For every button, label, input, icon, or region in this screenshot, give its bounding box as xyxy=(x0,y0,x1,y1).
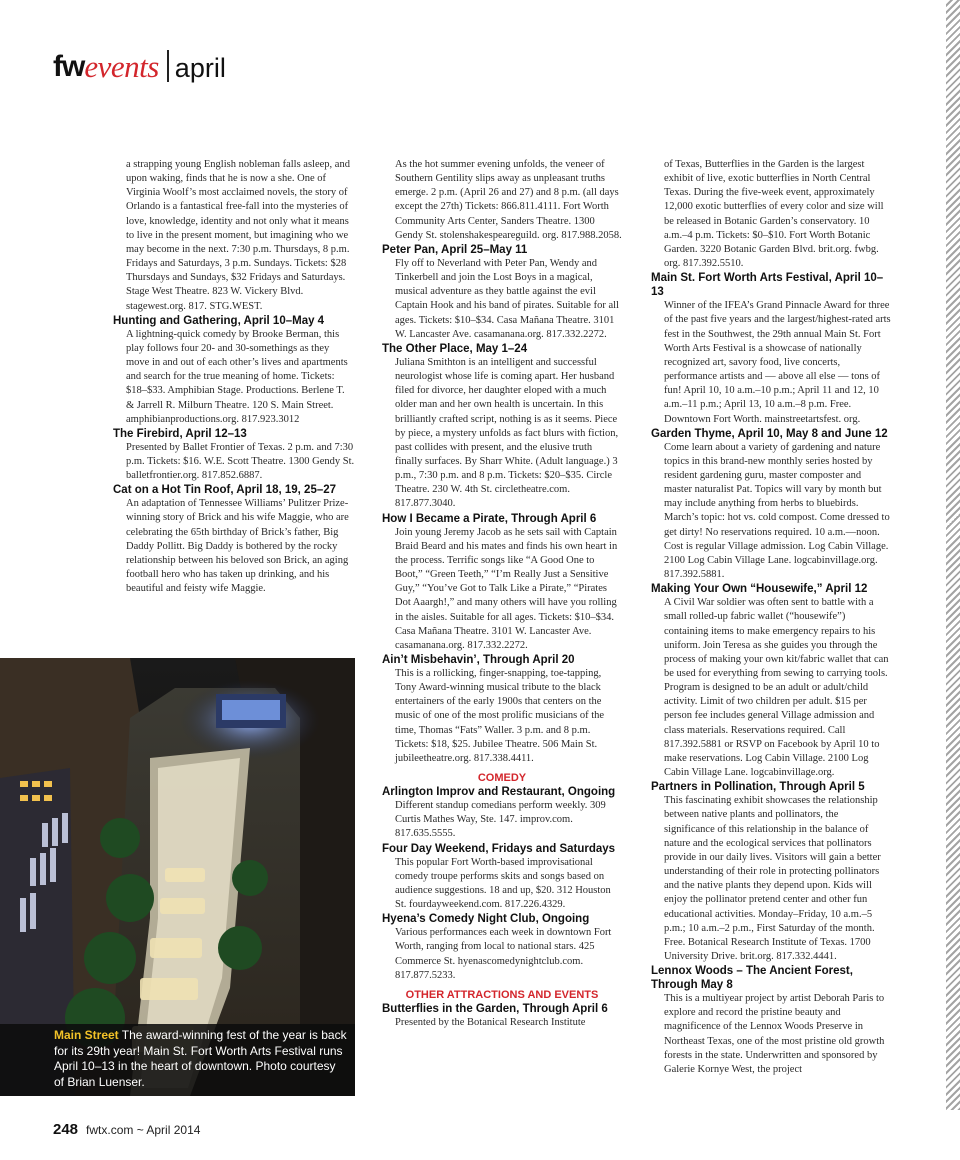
page-footer xyxy=(53,1121,200,1138)
event-title: Ain’t Misbehavin’, Through April 20 xyxy=(382,654,575,666)
event-entry xyxy=(651,780,891,964)
event-title: Making Your Own “Housewife,” April 12 xyxy=(651,583,868,596)
event-description: Different standup comedians perform weekly. 309 Curtis Mathes Way, Ste. 147. improv.com. 817.635.5555. xyxy=(395,800,606,840)
event-description: This is a multiyear project by artist Deborah Paris to explore and record the pristine beauty and magnificence of the Lennox Woods Preserve in Northeast Texas, one of the most pristine old growth forests in the state. Underwritten and sponsored by Galerie Kornye West, the project xyxy=(664,993,885,1075)
event-entry xyxy=(651,271,891,426)
event-entry xyxy=(651,964,891,1077)
event-title: Main St. Fort Worth Arts Festival, April 10–13 xyxy=(651,272,884,299)
section-heading: COMEDY xyxy=(477,772,527,785)
section-heading: OTHER ATTRACTIONS AND EVENTS xyxy=(405,988,599,1001)
event-description: A Civil War soldier was often sent to battle with a small rolled-up fabric wallet (“housewife”) containing items to make emergency repairs to his uniform. Join Teresa as she guides you through the process of making your own kit/fabric wallet that can be used for everything from sewing to carrying tools. Program is designed to be an adult or adult/child activity. Limit of two children per adult. $15 per person fee includes general Village admission and class materials. Reservations required. Call 817.392.5881 or RSVP on Facebook by April 10 to make reservations. Log Cabin Village. 2100 Log Cabin Village Lane. logcabinvillage.org. xyxy=(664,597,889,779)
header-month: april xyxy=(174,53,226,83)
event-entry xyxy=(382,912,622,983)
column-1 xyxy=(113,158,355,596)
event-description: of Texas, Butterflies in the Garden is the largest exhibit of live, exotic butterflies in North Central Texas. During the five-week event, approximately 12,000 exotic butterflies of every color and size will be released in Botanic Garden’s conservatory. 10 a.m.–4 p.m. Tickets: $0–$10. Fort Worth Botanic Garden. 3220 Botanic Garden Blvd. brit.org. fwbg. org. 817.392.5510. xyxy=(664,159,884,270)
event-entry xyxy=(382,512,622,653)
event-title: Cat on a Hot Tin Roof, April 18, 19, 25–27 xyxy=(113,484,337,497)
event-entry xyxy=(113,483,355,596)
page-number: 248 xyxy=(53,1121,79,1138)
event-description: Join young Jeremy Jacob as he sets sail with Captain Braid Beard and his mates and finds his own heart in the process. Terrific songs like “A Good One to Boot,” “Green Teeth,” “I’m Really Just a Sensitive Guy,” “You’ve Got to Talk Like a Pirate,” “Pirates Dot Aaargh!,” and many others will have you rolling in the aisles. Suitable for all ages. Tickets: $10–$34. Casa Mañana Theatre. 3101 W. Lancaster Ave. casamanana.org. 817.332.2272. xyxy=(395,526,618,651)
event-title: Hyena’s Comedy Night Club, Ongoing xyxy=(382,913,590,926)
event-description: Presented by the Botanical Research Institute xyxy=(395,1016,586,1028)
caption-text: The award-winning fest of the year is back for its 29th year! Main St. Fort Worth Arts Festival runs April 10–13 in the heart of downtown. Photo courtesy of Brian Luenser. xyxy=(54,1028,347,1089)
event-title: The Other Place, May 1–24 xyxy=(382,342,528,355)
column-2 xyxy=(382,158,622,1030)
publication-line: fwtx.com ~ April 2014 xyxy=(86,1123,201,1137)
event-description: A lightning-quick comedy by Brooke Berman, this play follows four 20- and 30-somethings as they move in and out of each other’s lives and apartments and search for the true meaning of home. Tickets: $18–$33. Amphibian Stage. Productions. Berlene T. & Jarrell R. Milburn Theatre. 120 S. Main Street. amphibianproductions.org. 817.923.3012 xyxy=(126,328,348,425)
event-description: This fascinating exhibit showcases the relationship between native plants and pollinators, the significance of this relationship in the balance of nature and the ecological services that pollinators provide in our daily lives. Visitors will gain a better understanding of their role in protecting pollinators and the native plants they depend upon. Kids will enjoy the pollinator pretend center and other fun educational activities. Monday–Friday, 10 a.m.–5 p.m.; 10 a.m.–2 p.m., First Saturday of the month. Free. Botanical Research Institute of Texas. 1700 University Drive. brit.org. 817.332.4441. xyxy=(664,795,881,962)
event-title: Partners in Pollination, Through April 5 xyxy=(651,781,865,794)
photo-caption xyxy=(0,1024,355,1096)
event-entry xyxy=(382,785,622,841)
event-title: Hunting and Gathering, April 10–May 4 xyxy=(113,314,325,327)
event-entry xyxy=(651,427,891,583)
event-entry xyxy=(382,842,622,913)
event-title: The Firebird, April 12–13 xyxy=(113,427,247,440)
event-entry xyxy=(382,653,622,766)
event-description: a strapping young English nobleman falls asleep, and upon waking, finds that he is now a she. One of Virginia Woolf’s most acclaimed novels, the story of Orlando is a fantastical free-fall into the mysteries of love, knowledge, identity and not only what it means to live in the present moment, but imagining who we may become in the next. 7:30 p.m. Thursdays, 8 p.m. Fridays and Saturdays, 3 p.m. Sundays. Tickets: $28 Thursdays and Sundays, $32 Fridays and Saturdays. Stage West Theatre. 823 W. Vickery Blvd. stagewest.org. 817. STG.WEST. xyxy=(126,159,350,312)
event-description: An adaptation of Tennessee Williams’ Pulitzer Prize-winning story of Brick and his wife Maggie, who are celebrating the 65th birthday of Brick’s father, Big Daddy Pollitt. Big Daddy is bothered by the rocky relationship between his beloved son Brick, an aging football hero who has taken up drinking, and his beautiful and feisty wife Maggie. xyxy=(126,498,349,595)
event-title: Peter Pan, April 25–May 11 xyxy=(382,243,528,256)
brand-fw: fw xyxy=(53,50,85,83)
column-3 xyxy=(651,158,891,1077)
event-entry xyxy=(382,158,622,243)
event-description: Presented by Ballet Frontier of Texas. 2 p.m. and 7:30 p.m. Tickets: $16. W.E. Scott Theatre. 1300 Gendy St. balletfrontier.org. 817.852.6887. xyxy=(126,441,355,482)
brand-events: events xyxy=(84,49,159,84)
event-entry xyxy=(651,158,891,271)
event-title: Arlington Improv and Restaurant, Ongoing xyxy=(382,786,616,799)
event-description: Juliana Smithton is an intelligent and successful neurologist whose life is coming apart. Her husband filed for divorce, her daughter eloped with a much older man and her own health is uncertain. In this brilliantly crafted script, nothing is as it seems. Piece by piece, a mystery unfolds as fact blurs with fiction, past collides with present, and the elusive truth finally surfaces. By Sharr White. (Adult language.) 3 p.m., 7:30 p.m. and 8 p.m. Tickets: $20–$35. Circle Theatre. 230 W. 4th St. circletheatre.com. 817.877.3040. xyxy=(395,356,619,510)
event-title: How I Became a Pirate, Through April 6 xyxy=(382,512,597,525)
event-entry xyxy=(113,427,355,483)
event-description: As the hot summer evening unfolds, the veneer of Southern Gentility slips away as unpleasant truths emerge. 2 p.m. (April 26 and 27) and 8 p.m. (all days except the 27th) Tickets: 866.811.4111. Fort Worth Community Arts Center, Sanders Theatre. 1300 Gendy St. stolenshakespeareguild. org. 817.988.2058. xyxy=(395,159,622,241)
header-divider xyxy=(167,50,169,82)
event-description: Fly off to Neverland with Peter Pan, Wendy and Tinkerbell and join the Lost Boys in a magical, musical adventure as they battle against the evil Captain Hook and his band of pirates. Suitable for all ages. Tickets: $10–$34. Casa Mañana Theatre. 3101 W. Lancaster Ave. casamanana.org. 817.332.2272. xyxy=(395,257,619,340)
event-entry xyxy=(382,342,622,512)
section-header xyxy=(53,42,226,82)
event-entry xyxy=(113,158,355,314)
event-entry xyxy=(382,1002,622,1030)
event-title: Butterflies in the Garden, Through April 6 xyxy=(382,1002,608,1015)
event-title: Lennox Woods – The Ancient Forest, Through May 8 xyxy=(651,965,853,992)
event-entry xyxy=(382,243,622,342)
event-description: Winner of the IFEA’s Grand Pinnacle Award for three of the past five years and the largest/highest-rated arts fest in the Southwest, the 29th annual Main St. Fort Worth Arts Festival is a showcase of nationally recognized art, savory food, live concerts, performance artists and — above all else — tons of fun! April 10, 10 a.m.–10 p.m.; April 11 and 12, 10 a.m.–11 p.m.; April 13, 10 a.m.–8 p.m. Free. Downtown Fort Worth. mainstreetartsfest. org. xyxy=(664,300,891,425)
event-title: Garden Thyme, April 10, May 8 and June 12 xyxy=(651,427,888,440)
event-description: Various performances each week in downtown Fort Worth, ranging from local to national stars. 425 Commerce St. hyenascomedynightclub.com. 817.877.5233. xyxy=(395,927,612,981)
event-entry xyxy=(651,582,891,780)
event-entry xyxy=(113,314,355,427)
caption-title: Main Street xyxy=(54,1028,119,1042)
event-description: Come learn about a variety of gardening and nature topics in this brand-new monthly series hosted by resident gardening guru, master composter and master naturalist Pat. Topics will vary by month but may include anything from herbs to bluebirds. March’s topic: hot vs. cold compost. Come dressed to get dirty! No reservations required. 10 a.m.—noon. Cost is regular Village admission. Log Cabin Village. 2100 Log Cabin Village Lane. logcabinvillage.org. 817.392.5881. xyxy=(664,441,890,581)
event-title: Four Day Weekend, Fridays and Saturdays xyxy=(382,842,616,855)
event-description: This is a rollicking, finger-snapping, toe-tapping, Tony Award-winning musical tribute to the black entertainers of the early 1900s that centers on the music of one of the most prolific musicians of the time, Thomas “Fats” Waller. 3 p.m. and 8 p.m. Tickets: $18, $25. Jubilee Theatre. 506 Main St. jubileetheatre.org. 817.338.4411. xyxy=(395,668,605,764)
event-description: This popular Fort Worth-based improvisational comedy troupe performs skits and songs based on audience suggestions. 18 and up, $20. 312 Houston St. fourdayweekend.com. 817.226.4329. xyxy=(395,856,611,911)
page-edge-zigzag xyxy=(946,0,960,1110)
